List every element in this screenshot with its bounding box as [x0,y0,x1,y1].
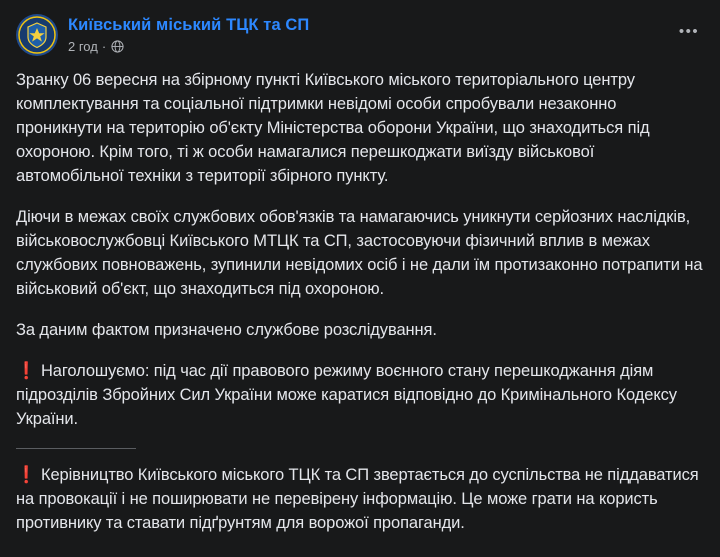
post-header-text [68,14,309,55]
globe-icon[interactable] [111,40,124,53]
page-name[interactable]: Київський міський ТЦК та СП [68,16,310,34]
warning-marker-icon: ❗ [16,362,37,380]
post-meta [68,38,309,55]
post-warning-paragraph [16,359,704,431]
post-paragraph: Зранку 06 вересня на збірному пункті Київського міського територіального центру комплектування та соціальної підтримки невідомі особи спробували незаконно проникнути на територію об'єкту Міністерства оборони України, що знаходиться під охороною. Крім того, ті ж особи намагалися перешкоджати виїзду військової автомобільної техніки з території збірного пункту. [16,71,650,185]
post-paragraph: За даним фактом призначено службове розслідування. [16,321,437,339]
avatar[interactable] [16,14,58,56]
meta-separator: · [101,39,107,54]
post-body [16,68,704,535]
post-header [16,14,704,56]
warning-text: Наголошуємо: під час дії правового режиму воєнного стану перешкоджання діям підрозділів Збройних Сил України може каратися відповідно до Кримінального Кодексу України. [16,362,677,428]
divider [16,448,136,449]
post-options-button[interactable]: ••• [678,22,700,40]
post-timestamp[interactable]: 2 год [68,39,98,54]
post-paragraph: Діючи в межах своїх службових обов'язків та намагаючись уникнути серйозних наслідків, військовослужбовці Київського МТЦК та СП, застосовуючи фізичний вплив в межах службових повноважень, зупинили невідомих осіб і не дали їм протизаконно потрапити на військовий об'єкт, що знаходиться під охороною. [16,208,703,298]
post-appeal-paragraph [16,463,704,535]
appeal-marker-icon: ❗ [16,466,37,484]
page-avatar-emblem-icon [18,16,56,54]
appeal-text: Керівництво Київського міського ТЦК та СП звертається до суспільства не піддаватися на провокації і не поширювати не перевірену інформацію. Це може грати на користь противнику та ставати підґрунтям для ворожої пропаганди. [16,466,699,532]
